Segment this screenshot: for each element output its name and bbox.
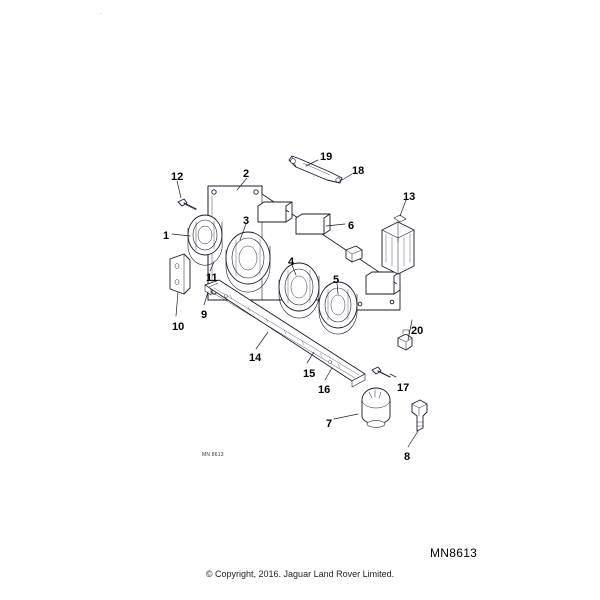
callout-10: 10 <box>172 321 185 333</box>
connector-block-13 <box>382 215 414 274</box>
side-panel-10 <box>170 254 190 294</box>
gauge-right <box>319 282 357 334</box>
callout-7: 7 <box>326 418 333 430</box>
callout-17: 17 <box>397 382 410 394</box>
bracket-upper-right <box>296 214 330 234</box>
callout-19: 19 <box>320 151 333 163</box>
dome-part-7 <box>362 388 390 427</box>
corner-mark: . <box>100 10 102 16</box>
callout-1: 1 <box>163 230 170 242</box>
callout-18: 18 <box>352 165 365 177</box>
grommet-20 <box>398 330 412 350</box>
callout-15: 15 <box>303 368 316 380</box>
gauge-tachometer <box>279 263 319 318</box>
drawing-small-code: MN 8613 <box>202 452 224 458</box>
curved-strap <box>289 156 342 183</box>
copyright-notice: © Copyright, 2016. Jaguar Land Rover Limited. <box>205 569 395 579</box>
callout-11: 11 <box>206 272 218 284</box>
bulb-holder-8 <box>412 400 427 431</box>
callout-8: 8 <box>404 451 411 463</box>
callout-6: 6 <box>348 220 355 232</box>
callout-9: 9 <box>201 309 208 321</box>
callout-5: 5 <box>333 274 340 286</box>
part-number-code: MN8613 <box>430 546 478 560</box>
screw-12 <box>178 199 196 210</box>
callout-13: 13 <box>403 191 416 203</box>
callout-2: 2 <box>243 168 250 180</box>
callout-20: 20 <box>411 325 424 337</box>
screw-17 <box>372 367 390 377</box>
callout-4: 4 <box>288 256 295 268</box>
callout-12: 12 <box>171 171 184 183</box>
callout-3: 3 <box>243 215 250 227</box>
callout-16: 16 <box>318 384 331 396</box>
callout-14: 14 <box>249 352 262 364</box>
